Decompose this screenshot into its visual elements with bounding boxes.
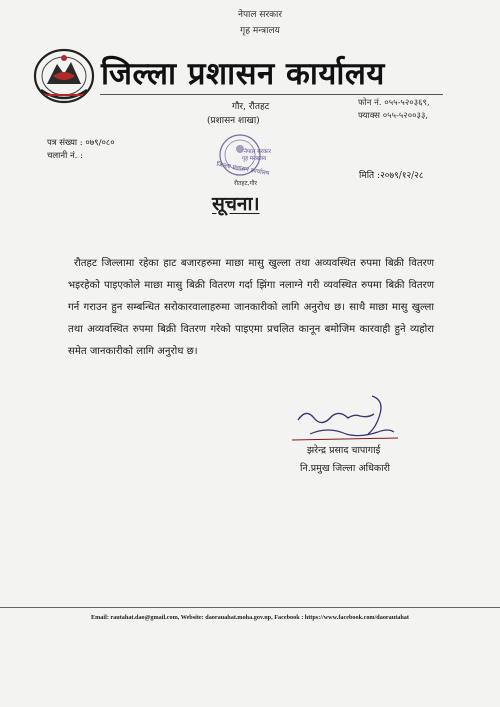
government-name: नेपाल सरकार [237,10,283,20]
handwritten-signature [288,388,408,450]
notice-title: सूचना। [212,193,260,215]
office-title: जिल्ला प्रशासन कार्यालय [101,56,385,92]
fax-number: फ्याक्स ०५५-५२००३३, [358,111,429,121]
officer-name: झरेन्द्र प्रसाद चापागाई [307,445,381,456]
footer-divider [0,607,500,608]
header-divider [100,94,443,95]
stamp-line-1: नेपाल सरकार [244,149,271,155]
dispatch-number: चलानी नं. : [47,151,83,161]
office-stamp [194,131,286,191]
nepal-emblem-icon [33,48,95,106]
officer-designation: नि.प्रमुख जिल्ला अधिकारी [300,463,391,474]
phone-number: फोन नं. ०५५-५२०३६९, [358,98,430,108]
office-address: गौर, रौतहट [232,102,270,112]
section-name: (प्रशासन शाखा) [207,116,260,126]
stamp-line-3: जिल्ला प्रशासन कार्यालय [215,160,270,178]
reference-number: पत्र संख्या : ०७९/०८० [47,138,115,148]
notice-body: रौतहट जिल्लामा रहेका हाट बजारहरुमा माछा मासु खुल्ला तथा अव्यवस्थित रुपमा बिक्री वितरण भइरहेको पाइएकोले माछा मासु बिक्री वितरण गर्दा झिंगा नलाग्ने गरी व्यवस्थित रुपमा बिक्री वितरण गर्न गराउन हुन सम्बन्धित सरोकारवालाहरुमा जानकारीको लागि अनुरोध छ। साथै माछा मासु खुल्ला तथा अव्यवस्थित रुपमा बिक्री वितरण गरेको पाइएमा प्रचलित कानून बमोजिम कारवाही हुने व्यहोरा समेत जानकारीको लागि अनुरोध छ। [68,258,434,357]
ministry-name: गृह मन्त्रालय [240,26,280,36]
stamp-line-2: गृह मन्त्रालय [242,156,267,162]
footer-contact: Email: rautahat.dao@gmail.com, Website: daorauahat.moha.gov.np, Facebook : https://www.facebook.com/daorautahat [91,614,409,621]
letter-date: मिति :२०७९/१२/२८ [359,171,424,181]
stamp-line-4: रौतहट,गौर [234,180,257,187]
